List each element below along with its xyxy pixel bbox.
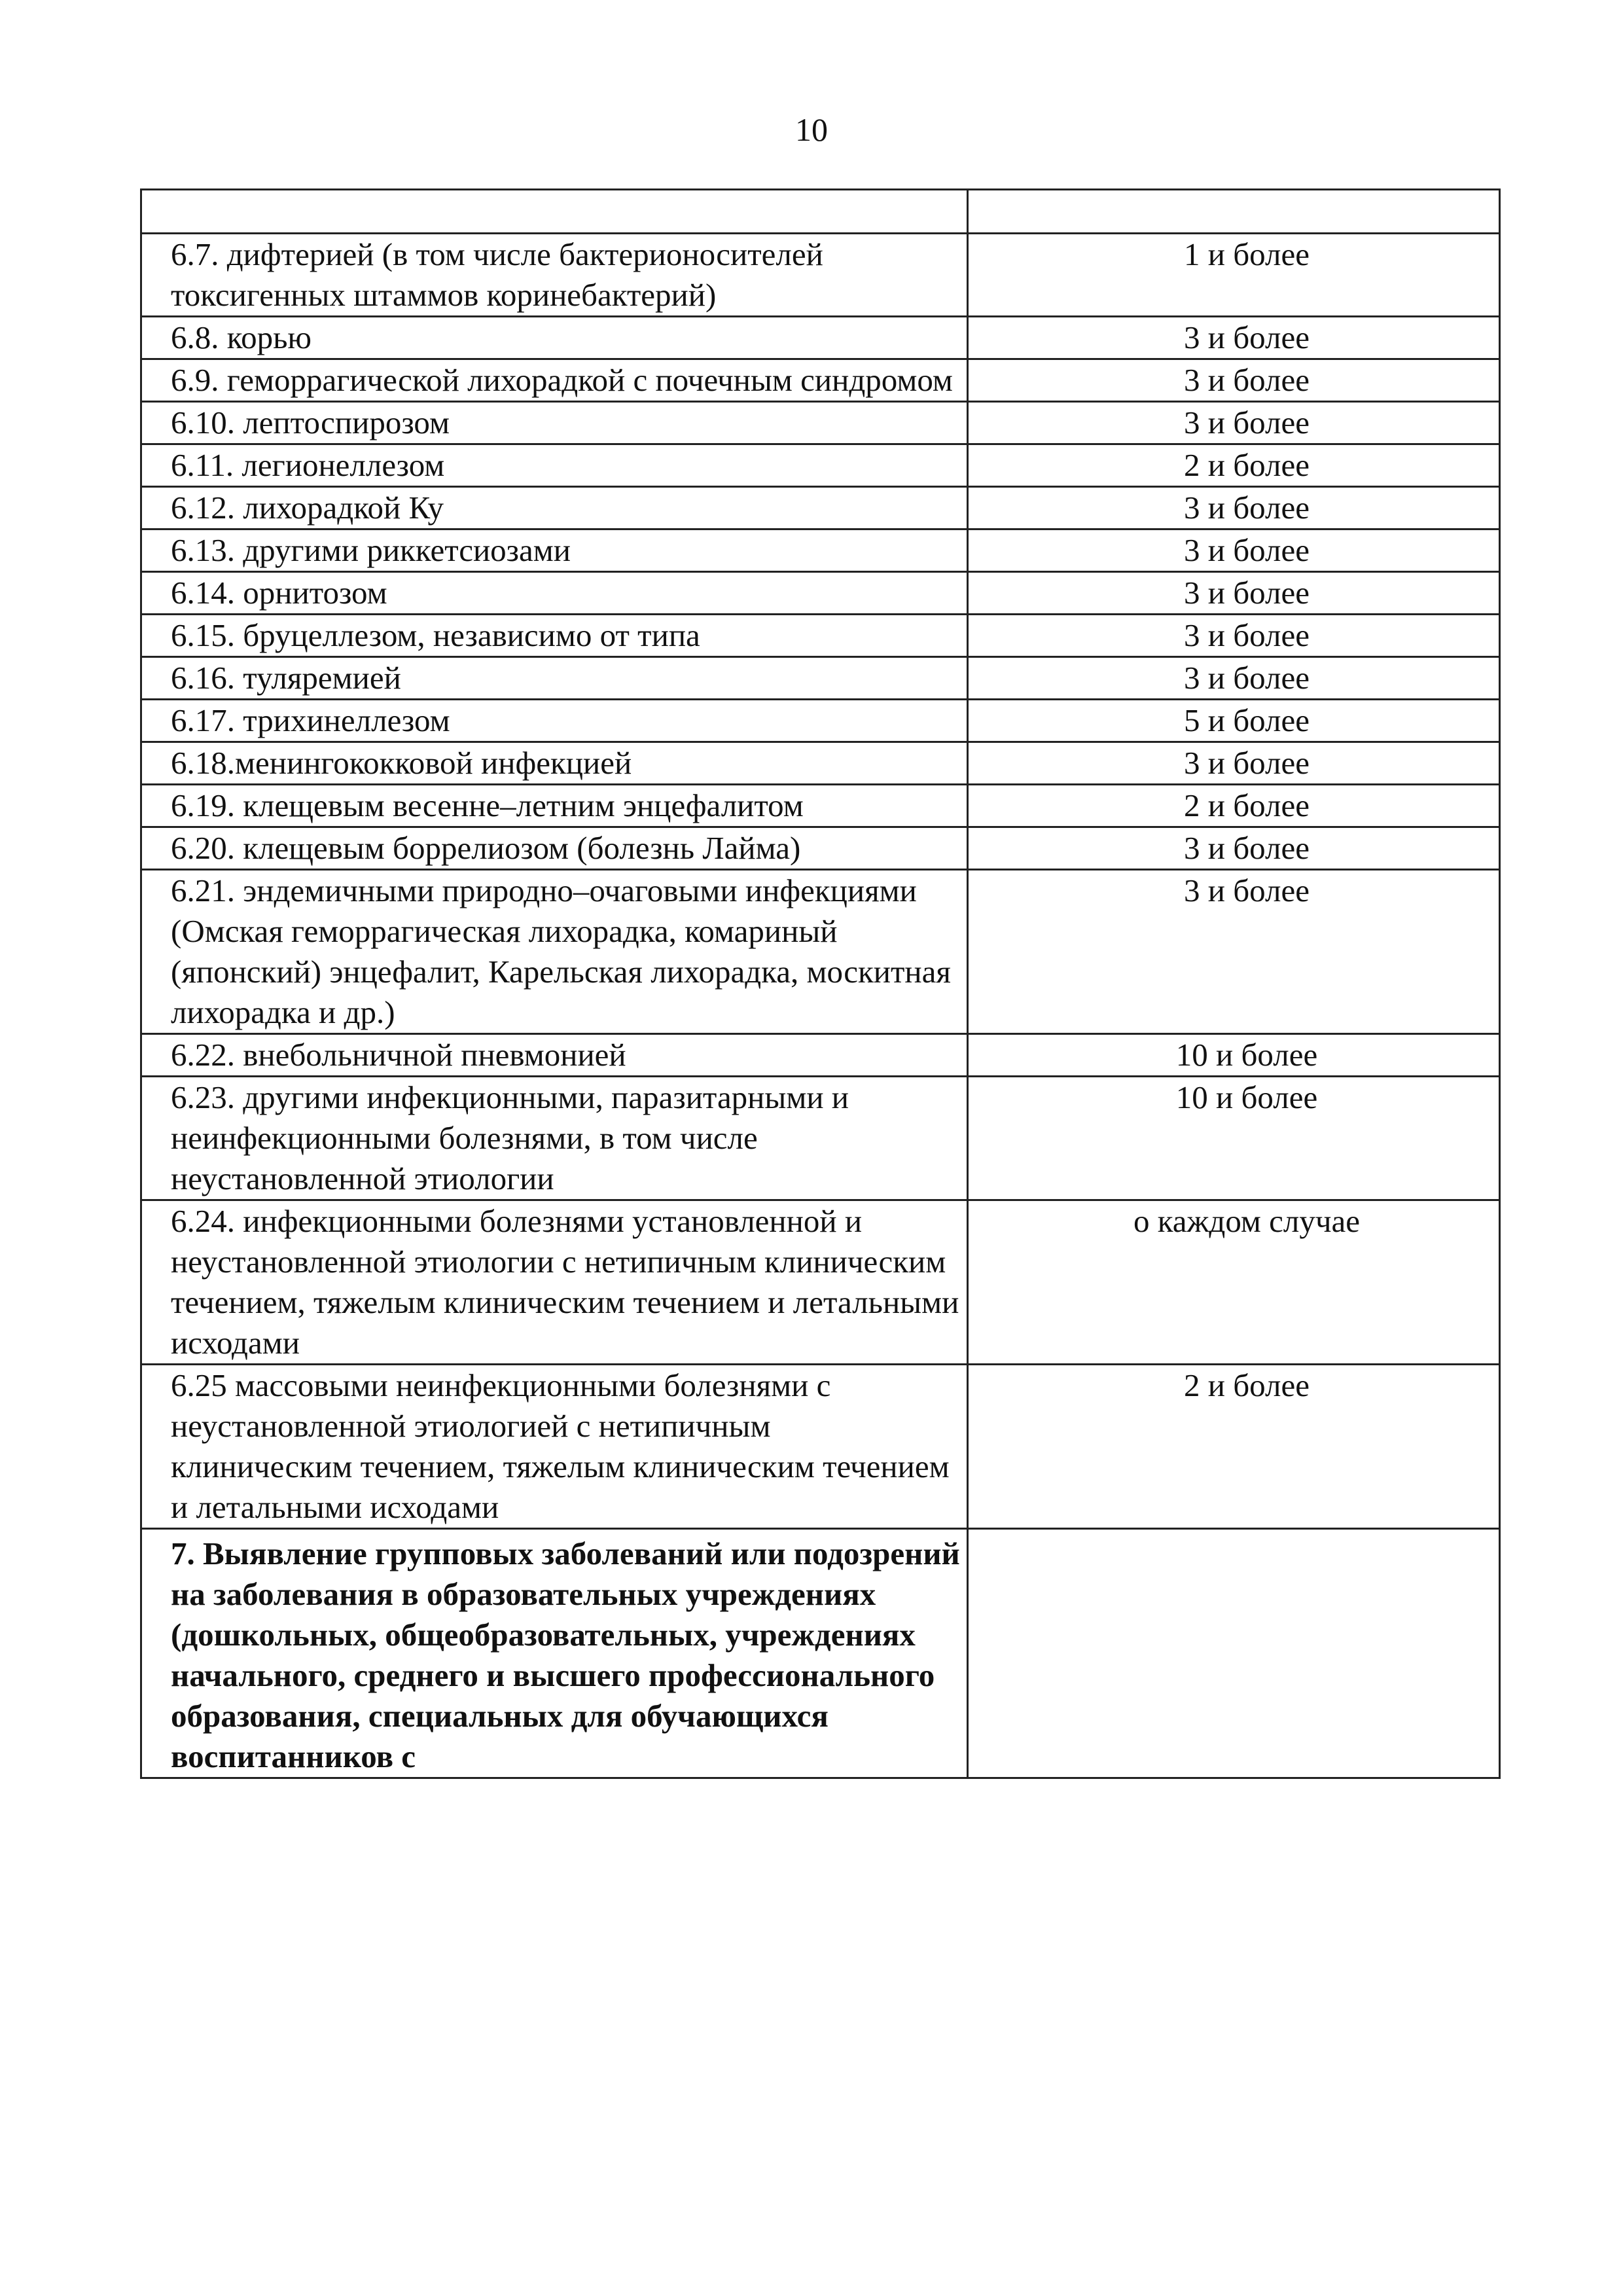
threshold-cell: о каждом случае bbox=[968, 1200, 1500, 1365]
section-heading-cell: 7. Выявление групповых заболеваний или подозрений на заболевания в образовательных учреждениях (дошкольных, общеобразовательных, учреждениях начального, среднего и высшего профессионального образования, специальных для обучающихся воспитанников с bbox=[141, 1529, 968, 1778]
threshold-cell: 3 и более bbox=[968, 402, 1500, 444]
section-heading-row bbox=[141, 1529, 1500, 1778]
condition-cell: 6.23. другими инфекционными, паразитарными и неинфекционными болезнями, в том числе неустановленной этиологии bbox=[141, 1077, 968, 1200]
section-value-cell bbox=[968, 1529, 1500, 1778]
condition-cell: 6.7. дифтерией (в том числе бактерионосителей токсигенных штаммов коринебактерий) bbox=[141, 234, 968, 317]
table-header-row bbox=[141, 190, 1500, 234]
table-row bbox=[141, 742, 1500, 785]
threshold-cell: 3 и более bbox=[968, 359, 1500, 402]
condition-cell: 6.8. корью bbox=[141, 317, 968, 359]
table-row bbox=[141, 1365, 1500, 1529]
threshold-cell: 3 и более bbox=[968, 317, 1500, 359]
table-body bbox=[141, 190, 1500, 1778]
table-row bbox=[141, 234, 1500, 317]
table-row bbox=[141, 487, 1500, 529]
threshold-cell: 3 и более bbox=[968, 742, 1500, 785]
condition-cell: 6.10. лептоспирозом bbox=[141, 402, 968, 444]
condition-cell: 6.17. трихинеллезом bbox=[141, 700, 968, 742]
reporting-thresholds-table bbox=[140, 188, 1501, 1779]
threshold-cell: 2 и более bbox=[968, 444, 1500, 487]
threshold-cell: 3 и более bbox=[968, 870, 1500, 1034]
condition-cell: 6.18.менингококковой инфекцией bbox=[141, 742, 968, 785]
condition-cell: 6.25 массовыми неинфекционными болезнями с неустановленной этиологией с нетипичным клиническим течением, тяжелым клиническим течением и летальными исходами bbox=[141, 1365, 968, 1529]
condition-cell: 6.12. лихорадкой Ку bbox=[141, 487, 968, 529]
table-row bbox=[141, 402, 1500, 444]
threshold-cell: 1 и более bbox=[968, 234, 1500, 317]
condition-cell: 6.19. клещевым весенне–летним энцефалитом bbox=[141, 785, 968, 827]
condition-cell: 6.9. геморрагической лихорадкой с почечным синдромом bbox=[141, 359, 968, 402]
condition-cell: 6.20. клещевым боррелиозом (болезнь Лайма) bbox=[141, 827, 968, 870]
condition-cell: 6.14. орнитозом bbox=[141, 572, 968, 615]
header-cell-value bbox=[968, 190, 1500, 234]
table-row bbox=[141, 572, 1500, 615]
condition-cell: 6.21. эндемичными природно–очаговыми инфекциями (Омская геморрагическая лихорадка, комариный (японский) энцефалит, Карельская лихорадка, москитная лихорадка и др.) bbox=[141, 870, 968, 1034]
table-row bbox=[141, 700, 1500, 742]
threshold-cell: 10 и более bbox=[968, 1034, 1500, 1077]
table-row bbox=[141, 657, 1500, 700]
table-row bbox=[141, 359, 1500, 402]
threshold-cell: 3 и более bbox=[968, 657, 1500, 700]
condition-cell: 6.24. инфекционными болезнями установленной и неустановленной этиологии с нетипичным клиническим течением, тяжелым клиническим течением и летальными исходами bbox=[141, 1200, 968, 1365]
header-cell-condition bbox=[141, 190, 968, 234]
table-row bbox=[141, 785, 1500, 827]
condition-cell: 6.16. туляремией bbox=[141, 657, 968, 700]
page-number: 10 bbox=[795, 111, 828, 148]
table-row bbox=[141, 1034, 1500, 1077]
condition-cell: 6.15. бруцеллезом, независимо от типа bbox=[141, 615, 968, 657]
table-row bbox=[141, 529, 1500, 572]
table-row bbox=[141, 317, 1500, 359]
threshold-cell: 10 и более bbox=[968, 1077, 1500, 1200]
threshold-cell: 2 и более bbox=[968, 1365, 1500, 1529]
table-row bbox=[141, 827, 1500, 870]
threshold-cell: 3 и более bbox=[968, 529, 1500, 572]
threshold-cell: 5 и более bbox=[968, 700, 1500, 742]
table-row bbox=[141, 615, 1500, 657]
threshold-cell: 3 и более bbox=[968, 487, 1500, 529]
table-row bbox=[141, 1077, 1500, 1200]
threshold-cell: 3 и более bbox=[968, 572, 1500, 615]
threshold-cell: 3 и более bbox=[968, 615, 1500, 657]
condition-cell: 6.13. другими риккетсиозами bbox=[141, 529, 968, 572]
table-row bbox=[141, 444, 1500, 487]
condition-cell: 6.11. легионеллезом bbox=[141, 444, 968, 487]
threshold-cell: 2 и более bbox=[968, 785, 1500, 827]
table-row bbox=[141, 1200, 1500, 1365]
threshold-cell: 3 и более bbox=[968, 827, 1500, 870]
table-row bbox=[141, 870, 1500, 1034]
condition-cell: 6.22. внебольничной пневмонией bbox=[141, 1034, 968, 1077]
